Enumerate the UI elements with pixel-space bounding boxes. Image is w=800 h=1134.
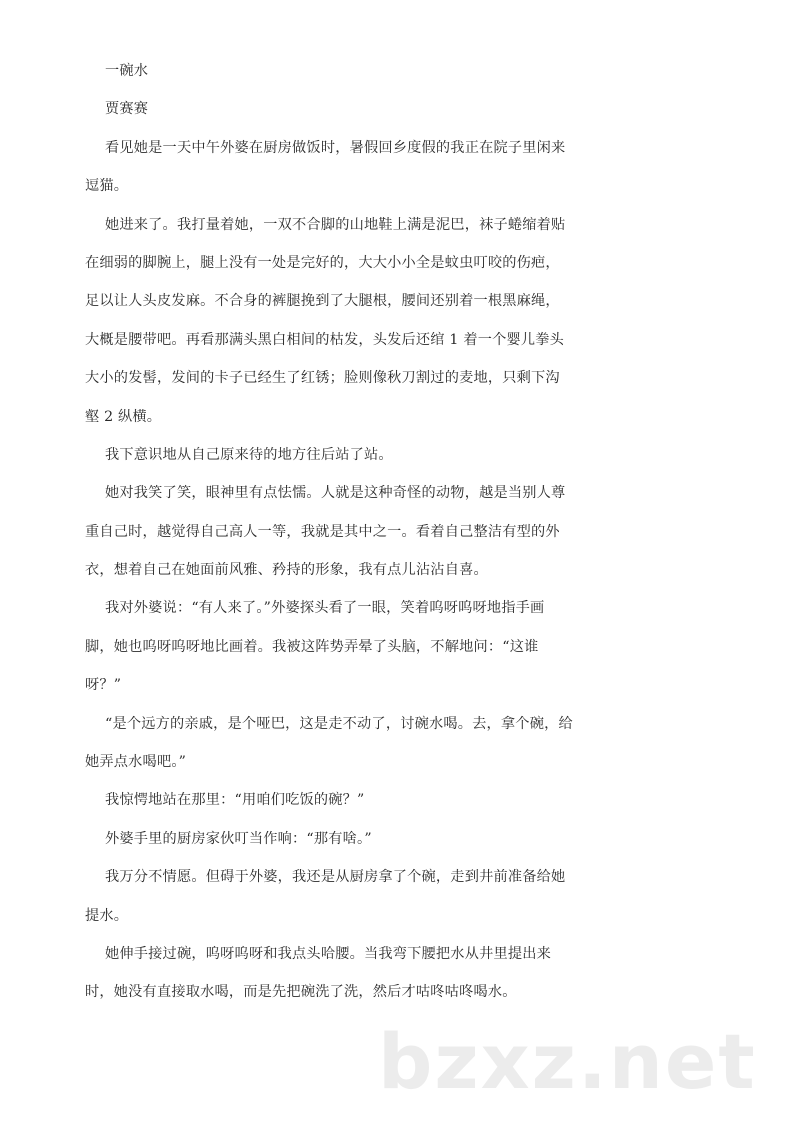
- document-title: 一碗水: [105, 63, 149, 79]
- paragraph-line: 她对我笑了笑，眼神里有点怯懦。人就是这种奇怪的动物，越是当别人尊: [105, 485, 566, 502]
- paragraph: [85, 436, 605, 474]
- paragraph-line: 呀？”: [85, 677, 122, 694]
- paragraph-line: 她伸手接过碗，呜呀呜呀和我点头哈腰。当我弯下腰把水从井里提出来: [105, 945, 552, 962]
- paragraph-line: 壑 2 纵横。: [85, 408, 162, 425]
- paragraph-line: 她弄点水喝吧。”: [85, 754, 187, 771]
- paragraph-line: 时，她没有直接取水喝，而是先把碗洗了洗，然后才咕咚咕咚喝水。: [85, 984, 517, 1001]
- paragraph: [85, 705, 605, 782]
- paragraph-line: 足以让人头皮发麻。不合身的裤腿挽到了大腿根，腰间还别着一根黑麻绳，: [85, 293, 560, 310]
- paragraph-line: 外婆手里的厨房家伙叮当作响：“那有啥。”: [105, 830, 372, 847]
- paragraph-line: 她进来了。我打量着她，一双不合脚的山地鞋上满是泥巴，袜子蜷缩着贴: [105, 216, 566, 233]
- paragraphs: [85, 129, 605, 1012]
- paragraph-line: 提水。: [85, 907, 129, 924]
- paragraph-line: 我下意识地从自己原来待的地方往后站了站。: [105, 446, 393, 463]
- paragraph: [85, 858, 605, 935]
- paragraph-line: 我万分不情愿。但碍于外婆，我还是从厨房拿了个碗，走到井前准备给她: [105, 869, 566, 886]
- paragraph-line: 重自己时，越觉得自己高人一等，我就是其中之一。看着自己整洁有型的外: [85, 523, 560, 540]
- paragraph-line: 在细弱的脚腕上，腿上没有一处是完好的，大大小小全是蚊虫叮咬的伤疤，: [85, 254, 560, 271]
- paragraph-line: 我对外婆说：“有人来了。”外婆探头看了一眼，笑着呜呀呜呀地指手画: [105, 600, 545, 617]
- watermark: bzxz.net: [378, 1017, 757, 1106]
- paragraph: [85, 129, 605, 206]
- paragraph-line: 大小的发髻，发间的卡子已经生了红锈；脸则像秋刀割过的麦地，只剩下沟: [85, 370, 560, 387]
- paragraph-line: “是个远方的亲戚，是个哑巴，这是走不动了，讨碗水喝。去，拿个碗，给: [105, 715, 573, 732]
- document-body: [85, 52, 605, 1012]
- paragraph: [85, 474, 605, 589]
- paragraph-line: 看见她是一天中午外婆在厨房做饭时，暑假回乡度假的我正在院子里闲来: [105, 139, 566, 156]
- paragraph-line: 大概是腰带吧。再看那满头黑白相间的枯发，头发后还绾 1 着一个婴儿拳头: [85, 331, 565, 348]
- paragraph-line: 衣，想着自己在她面前风雅、矜持的形象，我有点儿沾沾自喜。: [85, 562, 488, 579]
- paragraph: [85, 781, 605, 819]
- paragraph: [85, 206, 605, 436]
- paragraph: [85, 589, 605, 704]
- paragraph-line: 脚，她也呜呀呜呀地比画着。我被这阵势弄晕了头脑，不解地问：“这谁: [85, 638, 539, 655]
- paragraph: [85, 935, 605, 1012]
- document-author: 贾赛赛: [105, 101, 149, 118]
- paragraph-line: 我惊愕地站在那里：“用咱们吃饭的碗？”: [105, 792, 365, 809]
- paragraph-line: 逗猫。: [85, 178, 129, 195]
- paragraph: [85, 820, 605, 858]
